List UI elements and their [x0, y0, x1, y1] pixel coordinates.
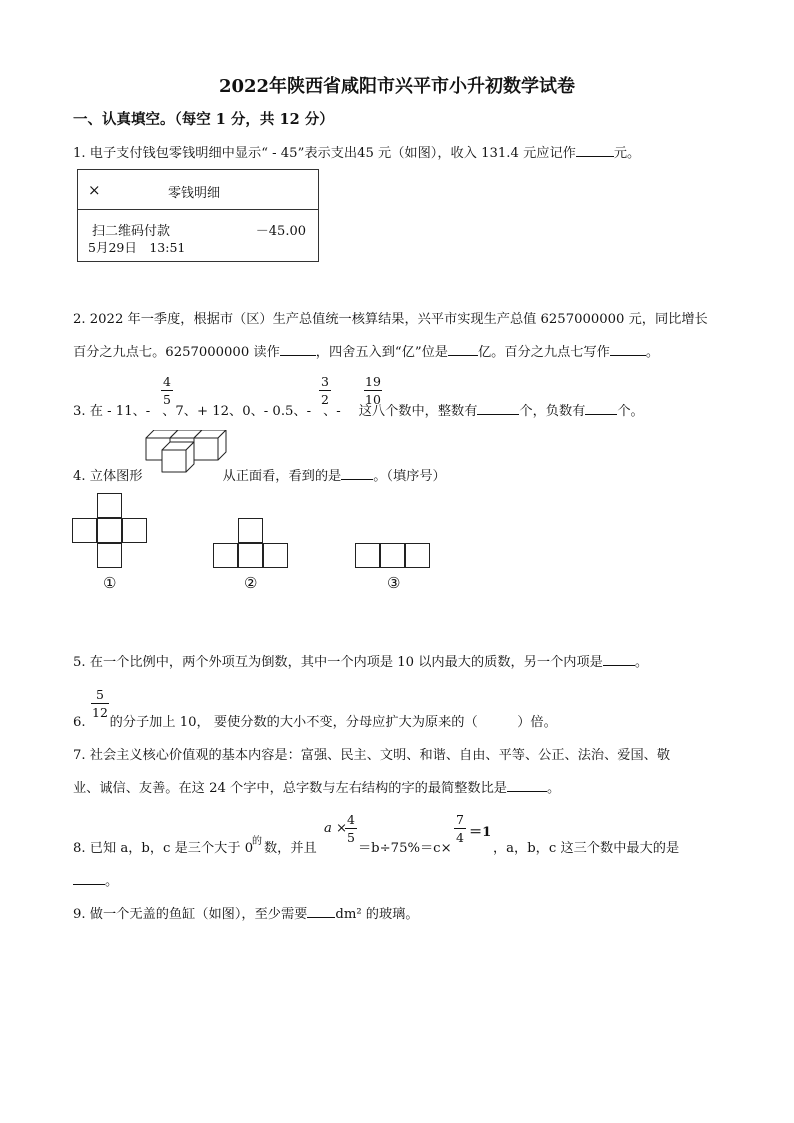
question-2-line-1: 2. 2022 年一季度，根据市（区）生产总值统一核算结果，兴平市实现生产总值 6257000000 元，同比增长	[73, 312, 708, 327]
question-2-line-2	[73, 341, 659, 360]
answer-blank[interactable]	[477, 402, 519, 415]
numerator: 19	[365, 374, 381, 389]
question-8-text-c: ，a，b，c 这三个数中最大的是	[493, 841, 680, 856]
answer-blank[interactable]	[280, 343, 316, 356]
square-cell	[97, 543, 122, 568]
question-8-small-char: 的	[252, 836, 262, 847]
equation-part-a: a ×	[324, 821, 348, 836]
question-8-text-b: 数，并且	[264, 841, 317, 856]
fraction-7-4	[454, 812, 466, 845]
question-7-text-b: 。	[546, 781, 561, 796]
answer-blank[interactable]	[585, 402, 617, 415]
question-4-text-c: 。（填序号）	[373, 469, 446, 484]
question-1-text: 1. 电子支付钱包零钱明细中显示“ - 45”表示支出45 元（如图），收入 131.4 元应记作	[73, 146, 576, 161]
page-title: 2022年陕西省咸阳市兴平市小升初数学试卷	[218, 76, 576, 97]
answer-blank[interactable]	[73, 872, 105, 885]
question-6-text-b: 的分子加上 10， 要使分数的大小不变，分母应扩大为原来的（ ）倍。	[109, 715, 557, 730]
question-4-text-b: 从正面看，看到的是	[222, 469, 342, 484]
square-cell	[97, 518, 122, 543]
denominator: 12	[92, 705, 108, 720]
question-1	[73, 142, 640, 161]
wallet-detail-figure	[77, 169, 319, 262]
question-4-text-a: 4. 立体图形	[73, 469, 143, 484]
question-2-text-b: ，四舍五入到“亿”位是	[315, 345, 448, 360]
square-cell	[72, 518, 97, 543]
square-cell	[355, 543, 380, 568]
question-9-text-a: 9. 做一个无盖的鱼缸（如图），至少需要	[73, 907, 308, 922]
question-4	[73, 465, 446, 484]
option-label-3: ③	[387, 574, 401, 592]
question-3-text-c: 、-	[323, 404, 341, 419]
question-3-text-d: 这八个数中，整数有	[358, 404, 478, 419]
numerator: 5	[96, 687, 104, 702]
question-2-text-a: 百分之九点七。6257000000 读作	[73, 345, 280, 360]
square-cell	[238, 543, 263, 568]
denominator: 4	[456, 830, 464, 845]
question-8-text-d: 。	[105, 874, 119, 889]
equation-part-b: ＝b÷75%＝c×	[358, 841, 452, 856]
transaction-date: 5月29日 13:51	[88, 240, 186, 255]
numerator: 4	[163, 374, 171, 389]
close-icon: ×	[88, 181, 101, 199]
denominator: 2	[321, 392, 329, 407]
square-cell	[213, 543, 238, 568]
question-7-text-a: 业、诚信、友善。在这 24 个字中，总字数与左右结构的字的最简整数比是	[73, 781, 507, 796]
wallet-header	[78, 170, 318, 210]
square-cell	[97, 493, 122, 518]
fraction-4-5	[161, 374, 173, 407]
question-5-text-b: 。	[634, 655, 649, 670]
option-label-1: ①	[103, 574, 117, 592]
square-cell	[122, 518, 147, 543]
transaction-amount: －45.00	[255, 224, 306, 239]
cube-solid-figure	[144, 430, 230, 474]
question-3	[73, 400, 644, 419]
denominator: 5	[347, 830, 355, 845]
fraction-19-10	[364, 374, 382, 407]
square-cell	[238, 518, 263, 543]
question-6-text-a: 6.	[73, 715, 86, 730]
fraction-4-5-eq	[345, 812, 357, 845]
answer-blank[interactable]	[610, 343, 646, 356]
question-8-text-a: 8. 已知 a，b，c 是三个大于 0	[73, 841, 254, 856]
option-label-2: ②	[244, 574, 258, 592]
transaction-name: 扫二维码付款	[92, 224, 171, 239]
fraction-3-2	[319, 374, 331, 407]
answer-blank[interactable]	[341, 467, 373, 480]
denominator: 10	[365, 392, 381, 407]
numerator: 3	[321, 374, 329, 389]
denominator: 5	[163, 392, 171, 407]
wallet-header-title: 零钱明细	[168, 186, 221, 201]
square-cell	[380, 543, 405, 568]
question-8-line-2	[73, 870, 118, 889]
square-cell	[263, 543, 288, 568]
numerator: 4	[347, 812, 355, 827]
answer-blank[interactable]	[603, 653, 635, 666]
answer-blank[interactable]	[307, 905, 335, 918]
question-5-text-a: 5. 在一个比例中，两个外项互为倒数，其中一个内项是 10 以内最大的质数，另一个内项是	[73, 655, 603, 670]
question-9-text-b: dm² 的玻璃。	[335, 907, 419, 922]
question-8	[73, 837, 253, 856]
equation-part-c: ＝1	[469, 825, 492, 840]
section-heading: 一、认真填空。（每空 1 分，共 12 分）	[73, 111, 334, 128]
answer-blank[interactable]	[576, 144, 614, 157]
question-2-text-d: 。	[645, 345, 660, 360]
question-3-text-b: 、7、+ 12、0、- 0.5、-	[162, 404, 312, 419]
answer-blank[interactable]	[507, 779, 547, 792]
question-3-text-f: 个。	[617, 404, 644, 419]
question-6	[73, 711, 557, 730]
question-7-line-2	[73, 777, 560, 796]
question-3-text-a: 3. 在 - 11、-	[73, 404, 151, 419]
question-3-text-e: 个，负数有	[519, 404, 586, 419]
question-2-text-c: 亿。百分之九点七写作	[477, 345, 610, 360]
question-7-line-1: 7. 社会主义核心价值观的基本内容是：富强、民主、文明、和谐、自由、平等、公正、法治、爱国、敬	[73, 748, 671, 763]
question-9	[73, 903, 419, 922]
question-1-suffix: 元。	[613, 146, 641, 161]
answer-blank[interactable]	[448, 343, 478, 356]
numerator: 7	[456, 812, 464, 827]
square-cell	[405, 543, 430, 568]
question-5	[73, 651, 648, 670]
